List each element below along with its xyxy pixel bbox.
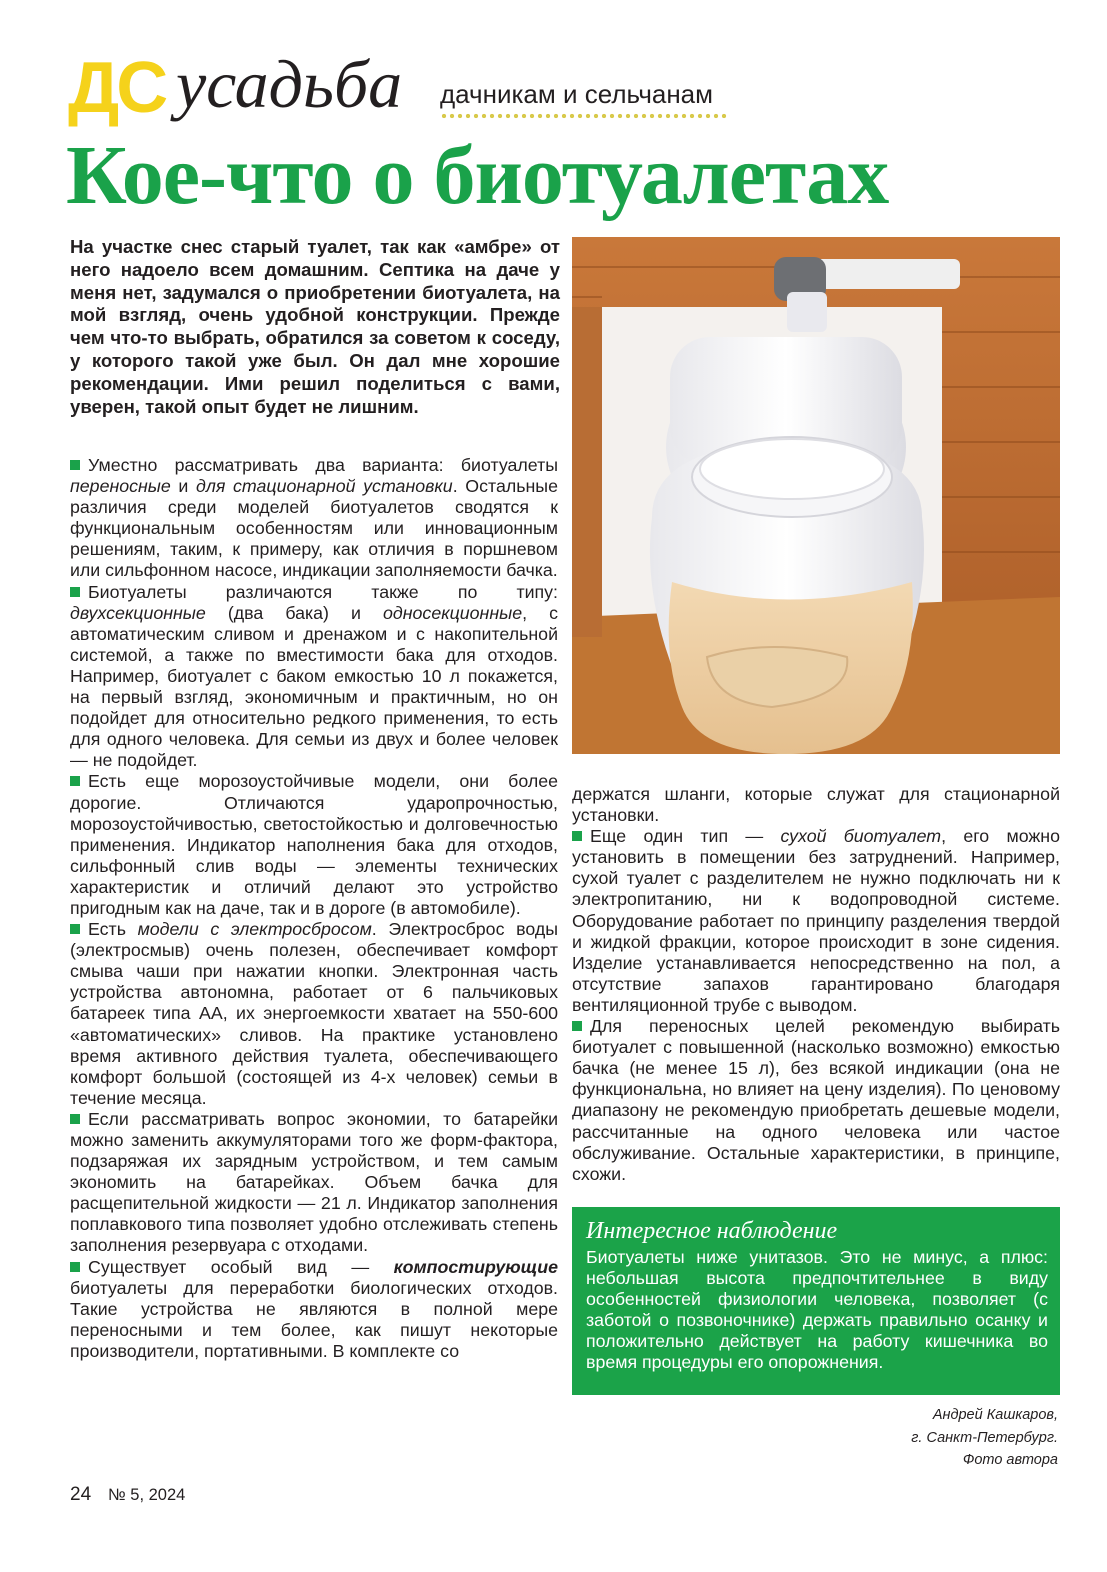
section-name: усадьба [176,46,403,122]
page-number: 24 [70,1484,92,1505]
bullet-icon [70,1114,80,1124]
author-city: г. Санкт-Петербург. [911,1429,1058,1446]
article-title: Кое-что о биотуалетах [66,129,889,222]
article-column-right [572,784,1060,1185]
paragraph: Биотуалеты различаются также по типу: двухсекционные (два бака) и односекционные, с автоматическим сливом и дренажом и с накопительной системой, а также по вместимости бака для отходов. Например, биотуалет с баком емкостью 10 л покажется, на первый взгляд, экономичным и практичным, но он подойдет для относительно редкого применения, то есть для одного человека. Для семьи из двух и более человек — не подойдет. [70,581,558,771]
biotoilet-image [572,237,1060,754]
callout-text: Биотуалеты ниже унитазов. Это не минус, а плюс: небольшая высота предпочтительнее в виду особенностей физиологии человека, позволяет (с заботой о позвоночнике) держать правильно осанку и положительно действует на работу кишечника во время процедуры его опорожнения. [586,1247,1048,1373]
callout-title: Интересное наблюдение [586,1218,838,1244]
rubric-subtitle: дачникам и сельчанам [440,79,714,109]
paragraph: держатся шланги, которые служат для стационарной установки. [572,784,1060,826]
paragraph: Есть еще морозоустойчивые модели, они более дорогие. Отличаются ударопрочностью, морозоустойчивостью, светостойкостью и долговечностью применения. Индикатор наполнения бака для отходов, сильфонный слив воды — элементы технических характеристик и отличий делают это устройство пригодным как на даче, так и в дороге (в автомобиле). [70,771,558,918]
author-name: Андрей Кашкаров, [932,1407,1058,1423]
issue-number: № 5, 2024 [108,1486,186,1504]
magazine-logo-ds: ДС [68,48,166,128]
paragraph: Уместно рассматривать два варианта: биотуалеты переносные и для стационарной установки. Остальные различия среди моделей биотуалетов сводятся к функциональным особенностям или инновационным решениям, таким, к примеру, как отличия в поршневом или сильфонном насосе, индикации заполняемости бачка. [70,455,558,581]
bullet-icon [70,1262,80,1272]
author-signature [760,1404,1058,1472]
decorative-dotted-line [440,112,730,120]
toilet-photo [572,237,1060,754]
paragraph: Есть модели с электросбросом. Электросброс воды (электросмыв) очень полезен, обеспечивает комфорт смыва чаши при нажатии кнопки. Электронная часть устройства автономна, работает от 6 пальчиковых батареек типа АА, их энергоемкости хватает на 550-600 «автоматических» сливов. На практике установлено время активного действия туалета, обеспечивающего комфорт большой (состоящей из 4-х человек) семьи в течение месяца. [70,919,558,1108]
paragraph: Если рассматривать вопрос экономии, то батарейки можно заменить аккумуляторами того же форм-фактора, подзаряжая их зарядным устройством, и тем самым экономить на батарейках. Объем бачка для расщепительной жидкости — 21 л. Индикатор заполнения поплавкового типа позволяет удобно отслеживать степень заполнения резервуара с отходами. [70,1108,558,1256]
paragraph: Существует особый вид — компостирующие биотуалеты для переработки биологических отходов. Такие устройства не являются в полной мере переносными и тем более, как пишут некоторые производители, портативными. В комплекте со [70,1256,558,1361]
article-lead: На участке снес старый туалет, так как «амбре» от него надоело всем домашним. Септика на даче у меня нет, задумался о приобретении биотуалета, на мой взгляд, очень удобной конструкции. Прежде чем что-то выбрать, обратился за советом к соседу, у которого такой уже был. Он дал мне хорошие рекомендации. Ими решил поделиться с вами, уверен, такой опыт будет не лишним. [70,236,560,417]
bullet-icon [70,776,80,786]
paragraph: Еще один тип — сухой биотуалет, его можно установить в помещении без затруднений. Например, сухой туалет с разделителем не нужно подключать ни к электропитанию, ни к водопроводной системе. Оборудование работает по принципу разделения твердой и жидкой фракции, которое происходит в зоне сидения. Изделие устанавливается непосредственно на пол, а отсутствие запахов гарантировано благодаря вентиляционной трубе с выводом. [572,826,1060,1015]
article-column-left [70,455,558,1362]
bullet-icon [572,831,582,841]
paragraph: Для переносных целей рекомендую выбирать биотуалет с повышенной (насколько возможно) емкостью бачка (не менее 15 л), без всякой индикации (она не функциональна, но влияет на цену изделия). По ценовому диапазону не рекомендую приобретать дешевые модели, рассчитанные на одного человека или частое обслуживание. Остальные характеристики, в принципе, схожи. [572,1016,1060,1184]
interesting-fact-box [572,1207,1060,1395]
bullet-icon [70,460,80,470]
bullet-icon [70,924,80,934]
photo-credit: Фото автора [962,1452,1058,1468]
bullet-icon [572,1021,582,1031]
bullet-icon [70,587,80,597]
